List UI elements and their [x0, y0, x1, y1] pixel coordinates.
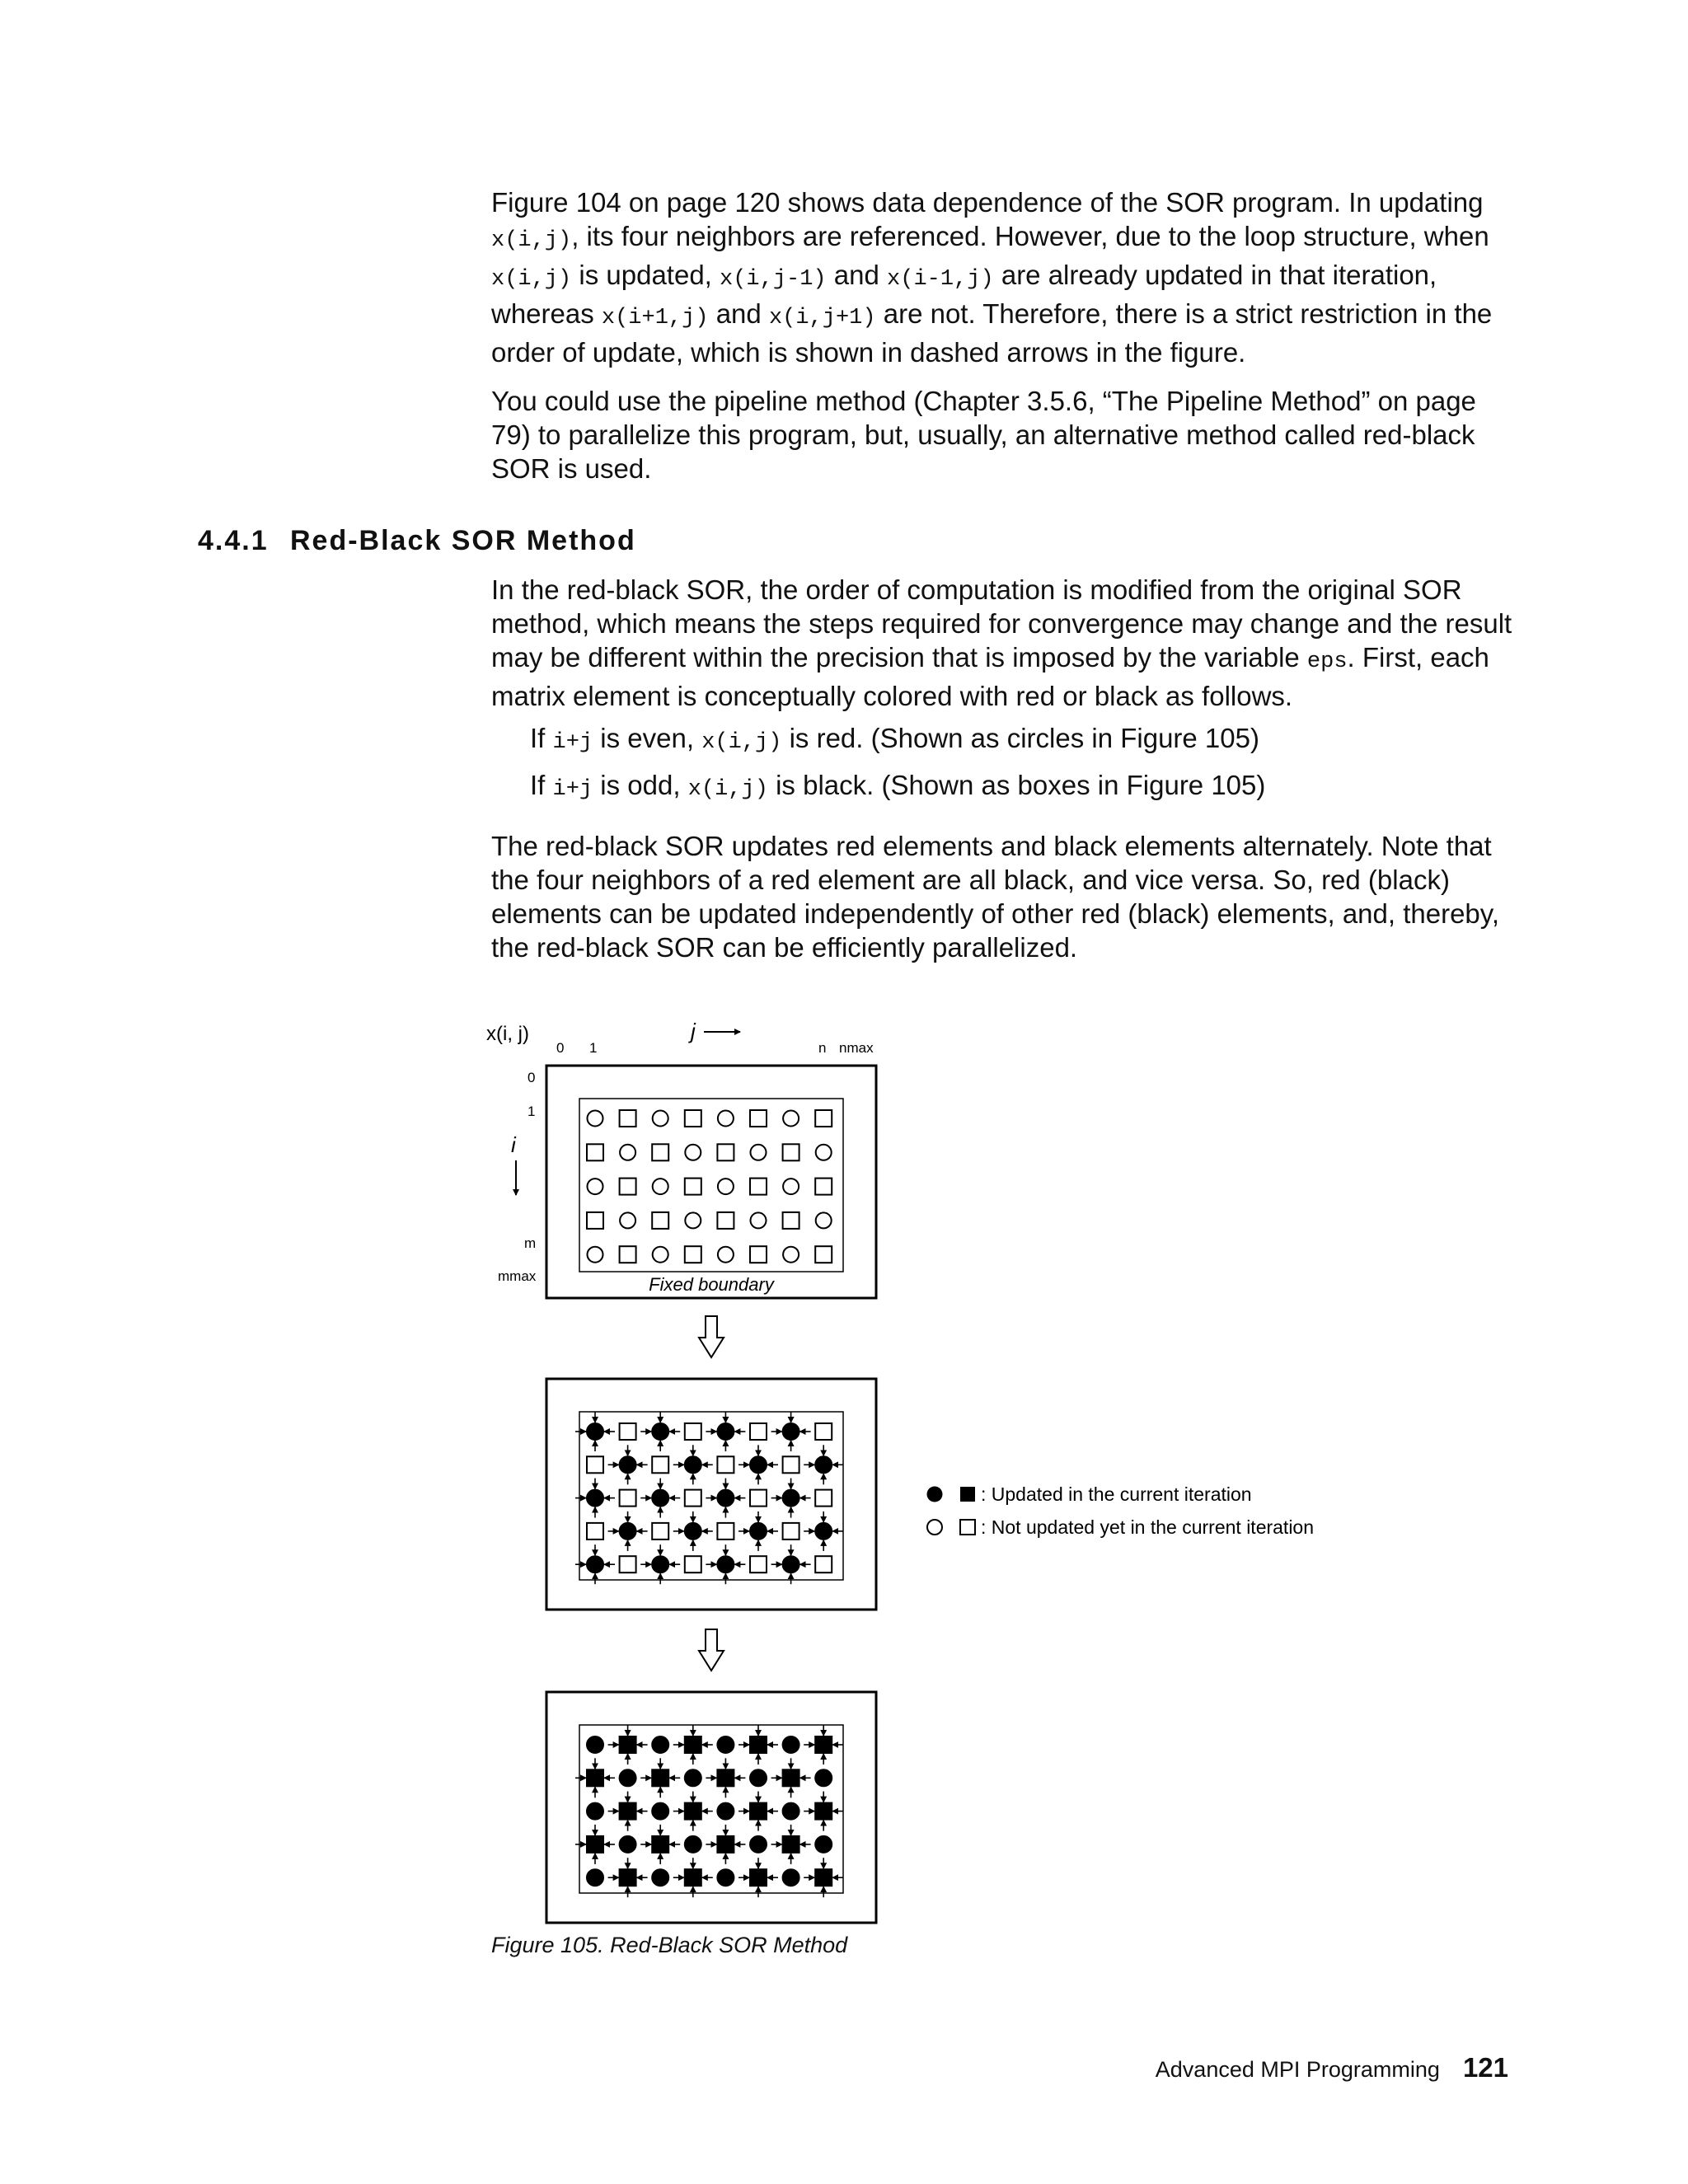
black-element	[815, 1556, 832, 1572]
red-element	[717, 1490, 734, 1507]
red-element	[783, 1803, 799, 1820]
text: is updated,	[571, 260, 720, 290]
red-element	[652, 1556, 668, 1572]
black-element	[620, 1246, 636, 1263]
red-element	[815, 1456, 832, 1473]
red-element	[587, 1869, 603, 1886]
text: . First, each matrix element is conceptually colored with red or black as follows.	[491, 642, 1489, 711]
boundary-label: Fixed boundary	[649, 1274, 774, 1295]
red-element	[652, 1803, 668, 1820]
step-arrow-1	[699, 1316, 724, 1357]
black-element	[652, 1523, 668, 1540]
red-element	[587, 1736, 603, 1753]
black-element	[750, 1803, 767, 1820]
col-tick-n: n	[818, 1040, 827, 1056]
black-element	[717, 1769, 734, 1786]
black-element	[815, 1803, 832, 1820]
red-element	[816, 1145, 832, 1160]
text: Figure 104 on page 120 shows data dependence of the SOR program. In updating	[491, 187, 1484, 218]
text: If	[530, 723, 553, 753]
red-element	[653, 1247, 668, 1263]
black-element	[717, 1836, 734, 1853]
red-element	[620, 1769, 636, 1786]
black-element	[620, 1869, 636, 1886]
red-element	[685, 1456, 701, 1473]
red-element	[717, 1423, 734, 1440]
red-element	[685, 1212, 701, 1228]
code: x(i,j)	[701, 730, 782, 755]
matrix-label: x(i, j)	[486, 1023, 529, 1045]
page-number: 121	[1462, 2052, 1508, 2083]
black-element	[652, 1769, 668, 1786]
panel-all-updated-grid	[575, 1725, 843, 1897]
red-element	[587, 1490, 603, 1507]
black-element	[652, 1456, 668, 1473]
footer-title: Advanced MPI Programming	[1155, 2057, 1440, 2082]
black-element	[587, 1523, 603, 1540]
step-arrow-2	[699, 1629, 724, 1671]
black-element	[685, 1869, 701, 1886]
legend-filled-circle	[927, 1487, 943, 1502]
black-element	[750, 1736, 767, 1753]
red-element	[717, 1869, 734, 1886]
code: x(i,j)	[491, 267, 572, 292]
black-element	[587, 1769, 603, 1786]
red-element	[588, 1179, 603, 1194]
code: x(i-1,j)	[887, 267, 994, 292]
row-tick-m: m	[524, 1235, 537, 1251]
red-element	[652, 1423, 668, 1440]
red-element	[587, 1556, 603, 1572]
row-axis-label: i	[511, 1132, 516, 1157]
black-element	[783, 1144, 799, 1160]
black-element	[815, 1736, 832, 1753]
red-element	[815, 1523, 832, 1540]
red-element	[751, 1145, 767, 1160]
legend-updated-text: : Updated in the current iteration	[981, 1483, 1252, 1505]
code: x(i,j+1)	[768, 306, 876, 330]
red-element	[620, 1212, 635, 1228]
text: If	[530, 770, 553, 800]
red-element	[783, 1869, 799, 1886]
text: and	[708, 298, 769, 329]
panel-red-updated-grid	[575, 1412, 843, 1584]
text: In the red-black SOR, the order of computation is modified from the original SOR method, which means the steps required for convergence may change and the result may be different within the precision that is imposed by the variable	[491, 574, 1512, 673]
text: is even,	[593, 723, 702, 753]
col-tick-1: 1	[589, 1040, 598, 1056]
black-element	[620, 1490, 636, 1507]
panel-initial-grid	[587, 1110, 832, 1263]
black-element	[750, 1869, 767, 1886]
text: are already updated in that iteration, whereas	[491, 260, 1437, 329]
black-element	[750, 1246, 767, 1263]
red-element	[783, 1247, 799, 1263]
black-element	[587, 1144, 603, 1160]
black-element	[652, 1212, 668, 1229]
red-element	[685, 1836, 701, 1853]
black-element	[783, 1769, 799, 1786]
row-tick-0: 0	[528, 1070, 536, 1085]
red-element	[816, 1212, 832, 1228]
black-element	[815, 1110, 832, 1127]
black-element	[685, 1803, 701, 1820]
black-element	[620, 1423, 636, 1440]
legend-empty-square	[960, 1520, 975, 1535]
red-element	[718, 1247, 734, 1263]
black-element	[620, 1803, 636, 1820]
red-element	[750, 1769, 767, 1786]
red-element	[750, 1456, 767, 1473]
col-axis-label: j	[691, 1019, 696, 1043]
col-tick-nmax: nmax	[839, 1040, 874, 1056]
black-element	[717, 1144, 734, 1160]
row-tick-1: 1	[528, 1104, 536, 1119]
black-element	[652, 1144, 668, 1160]
black-element	[783, 1836, 799, 1853]
red-element	[653, 1179, 668, 1194]
code: x(i+1,j)	[601, 306, 709, 330]
black-element	[620, 1179, 636, 1195]
black-element	[717, 1212, 734, 1229]
text: and	[826, 260, 888, 290]
legend-empty-circle	[927, 1520, 942, 1535]
red-element	[652, 1869, 668, 1886]
red-element	[685, 1145, 701, 1160]
black-element	[587, 1456, 603, 1473]
black-element	[620, 1736, 636, 1753]
section-title: Red-Black SOR Method	[290, 525, 636, 556]
black-element	[587, 1212, 603, 1229]
black-element	[815, 1869, 832, 1886]
red-element	[652, 1490, 668, 1507]
red-element	[815, 1836, 832, 1853]
black-element	[685, 1490, 701, 1507]
black-element	[620, 1110, 636, 1127]
code: x(i,j)	[491, 228, 572, 253]
legend-filled-square	[960, 1487, 975, 1502]
red-element	[717, 1556, 734, 1572]
text: is odd,	[593, 770, 688, 800]
code: x(i,j)	[687, 777, 768, 802]
black-element	[750, 1110, 767, 1127]
black-element	[815, 1246, 832, 1263]
red-element	[588, 1111, 603, 1127]
black-element	[685, 1556, 701, 1572]
black-element	[652, 1836, 668, 1853]
text: You could use the pipeline method (Chapter 3.5.6, “The Pipeline Method” on page 79) to parallelize this program, but, usually, an alternative method called red-black SOR is used.	[491, 386, 1476, 484]
red-element	[652, 1736, 668, 1753]
red-element	[620, 1456, 636, 1473]
black-element	[750, 1556, 767, 1572]
black-element	[750, 1423, 767, 1440]
col-tick-0: 0	[556, 1040, 565, 1056]
black-element	[685, 1736, 701, 1753]
code: x(i,j-1)	[720, 267, 827, 292]
section-number: 4.4.1	[198, 525, 269, 556]
text: The red-black SOR updates red elements and black elements alternately. Note that the four neighbors of a red element are all black, and vice versa. So, red (black) elements can be updated independently of other red (black) elements, and, thereby, the red-black SOR can be efficiently parallelized.	[491, 831, 1499, 963]
black-element	[750, 1490, 767, 1507]
red-element	[620, 1836, 636, 1853]
code: eps	[1306, 649, 1348, 674]
code: i+j	[552, 730, 593, 755]
red-element	[750, 1523, 767, 1540]
code: i+j	[552, 777, 593, 802]
red-element	[751, 1212, 767, 1228]
page-footer	[1156, 2052, 1508, 2083]
red-element	[783, 1490, 799, 1507]
black-element	[685, 1246, 701, 1263]
text: are not. Therefore, there is a strict restriction in the order of update, which is shown in dashed arrows in the figure.	[491, 298, 1493, 368]
red-element	[783, 1423, 799, 1440]
red-element	[783, 1556, 799, 1572]
red-element	[783, 1179, 799, 1194]
black-element	[750, 1179, 767, 1195]
black-element	[685, 1179, 701, 1195]
red-element	[750, 1836, 767, 1853]
figure-caption: Figure 105. Red-Black SOR Method	[491, 1933, 848, 1957]
red-element	[620, 1523, 636, 1540]
black-element	[717, 1456, 734, 1473]
black-element	[685, 1110, 701, 1127]
red-element	[653, 1111, 668, 1127]
red-element	[620, 1145, 635, 1160]
red-element	[588, 1247, 603, 1263]
row-tick-mmax: mmax	[498, 1268, 537, 1284]
red-element	[718, 1111, 734, 1127]
black-element	[587, 1836, 603, 1853]
black-element	[783, 1523, 799, 1540]
black-element	[815, 1490, 832, 1507]
red-element	[718, 1179, 734, 1194]
black-element	[815, 1423, 832, 1440]
black-element	[717, 1523, 734, 1540]
black-element	[620, 1556, 636, 1572]
red-element	[587, 1803, 603, 1820]
black-element	[783, 1456, 799, 1473]
red-element	[685, 1523, 701, 1540]
red-element	[685, 1769, 701, 1786]
legend-not-updated-text: : Not updated yet in the current iteration	[981, 1516, 1315, 1538]
text: is red. (Shown as circles in Figure 105)	[781, 723, 1259, 753]
red-element	[717, 1736, 734, 1753]
text: , its four neighbors are referenced. However, due to the loop structure, when	[571, 221, 1489, 251]
red-element	[815, 1769, 832, 1786]
red-element	[587, 1423, 603, 1440]
red-element	[783, 1736, 799, 1753]
black-element	[783, 1212, 799, 1229]
black-element	[815, 1179, 832, 1195]
red-element	[717, 1803, 734, 1820]
black-element	[685, 1423, 701, 1440]
text: is black. (Shown as boxes in Figure 105)	[767, 770, 1266, 800]
red-element	[783, 1111, 799, 1127]
